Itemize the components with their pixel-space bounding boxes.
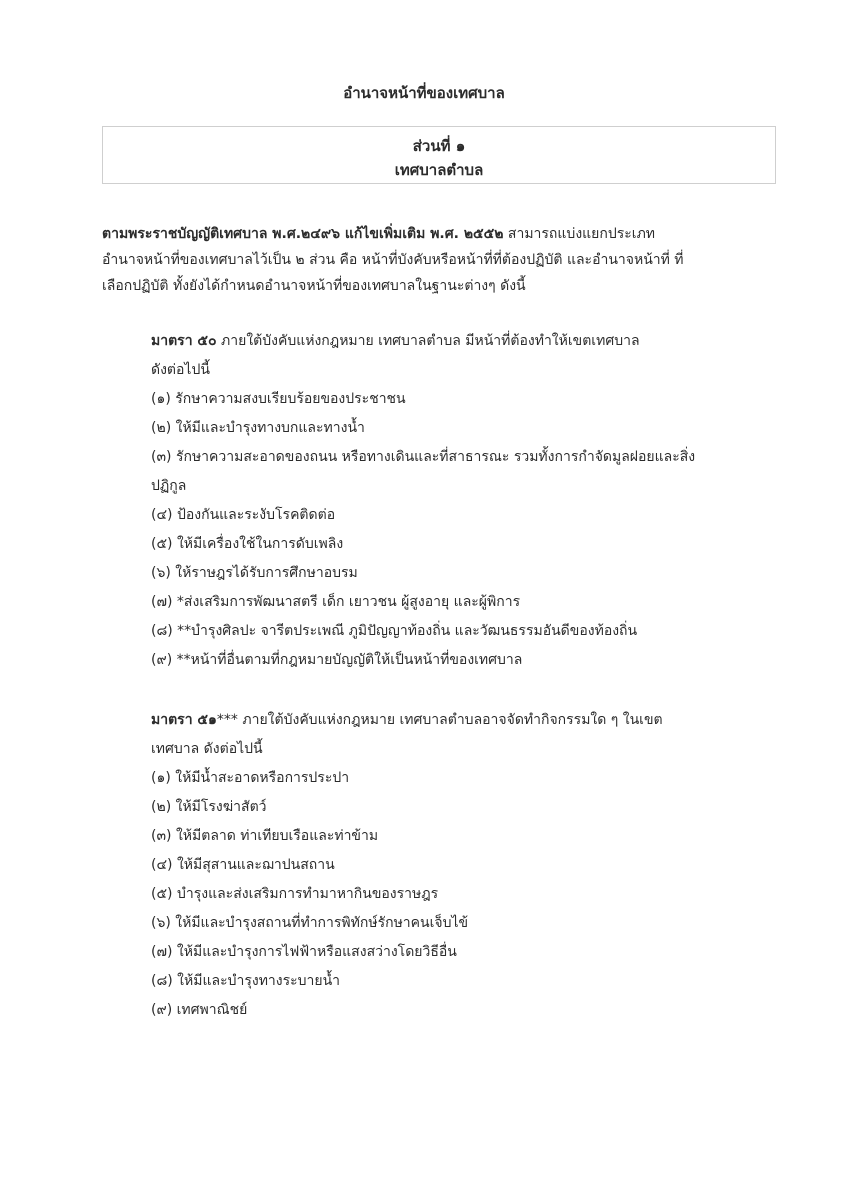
intro-line-1-rest: สามารถแบ่งแยกประเภท [503,226,656,242]
section-50 [151,327,781,675]
list-item: (๒) ให้มีและบำรุงทางบกและทางน้ำ [151,420,365,436]
section-50-label: มาตรา ๕๐ [151,333,217,349]
section-51-heading [151,706,781,735]
act-reference: ตามพระราชบัญญัติเทศบาล พ.ศ.๒๔๙๖ แก้ไขเพิ่มเติม พ.ศ. ๒๕๕๒ [102,226,504,242]
part-heading-box [102,126,776,184]
list-item-continuation: ปฏิกูล [151,478,187,494]
section-51-heading-line-2: เทศบาล ดังต่อไปนี้ [151,741,263,757]
section-51 [151,706,781,1025]
list-item: (๘) ให้มีและบำรุงทางระบายน้ำ [151,973,341,989]
section-50-heading-line-2: ดังต่อไปนี้ [151,362,210,378]
part-number: ส่วนที่ ๑ [412,137,466,155]
document-title: อำนาจหน้าที่ของเทศบาล [343,84,505,102]
list-item: (๔) ป้องกันและระงับโรคติดต่อ [151,507,336,523]
list-item: (๖) ให้ราษฎรได้รับการศึกษาอบรม [151,565,358,581]
section-50-heading-rest: ภายใต้บังคับแห่งกฎหมาย เทศบาลตำบล มีหน้าที่ต้องทำให้เขตเทศบาล [216,333,640,349]
list-item: (๕) บำรุงและส่งเสริมการทำมาหากินของราษฎร [151,886,439,902]
section-51-heading-rest: *** ภายใต้บังคับแห่งกฎหมาย เทศบาลตำบลอาจจัดทำกิจกรรมใด ๆ ในเขต [216,712,663,728]
list-item: (๑) รักษาความสงบเรียบร้อยของประชาชน [151,391,406,407]
list-item: (๙) เทศพาณิชย์ [151,1002,248,1018]
list-item: (๗) *ส่งเสริมการพัฒนาสตรี เด็ก เยาวชน ผู้สูงอายุ และผู้พิการ [151,594,521,610]
list-item: (๗) ให้มีและบำรุงการไฟฟ้าหรือแสงสว่างโดยวิธีอื่น [151,944,457,960]
part-name: เทศบาลตำบล [394,161,484,179]
list-item: (๘) **บำรุงศิลปะ จารีตประเพณี ภูมิปัญญาท้องถิ่น และวัฒนธรรมอันดีของท้องถิ่น [151,623,638,639]
intro-line-3: เลือกปฏิบัติ ทั้งยังได้กำหนดอำนาจหน้าที่ของเทศบาลในฐานะต่างๆ ดังนี้ [102,278,526,294]
list-item: (๙) **หน้าที่อื่นตามที่กฎหมายบัญญัติให้เป็นหน้าที่ของเทศบาล [151,652,523,668]
list-item: (๓) ให้มีตลาด ท่าเทียบเรือและท่าข้าม [151,828,379,844]
list-item: (๑) ให้มีน้ำสะอาดหรือการประปา [151,770,350,786]
section-51-label: มาตรา ๕๑ [151,712,217,728]
intro-line-1 [102,221,776,247]
list-item: (๒) ให้มีโรงฆ่าสัตว์ [151,799,267,815]
intro-line-2: อำนาจหน้าที่ของเทศบาลไว้เป็น ๒ ส่วน คือ หน้าที่บังคับหรือหน้าที่ที่ต้องปฏิบัติ และอำนาจหน้าที่ ที่ [102,252,684,268]
list-item: (๓) รักษาความสะอาดของถนน หรือทางเดินและที่สาธารณะ รวมทั้งการกำจัดมูลฝอยและสิ่ง [151,449,696,465]
list-item: (๔) ให้มีสุสานและฌาปนสถาน [151,857,335,873]
list-item: (๕) ให้มีเครื่องใช้ในการดับเพลิง [151,536,344,552]
intro-paragraph [102,221,776,299]
list-item: (๖) ให้มีและบำรุงสถานที่ทำการพิทักษ์รักษาคนเจ็บไข้ [151,915,469,931]
section-50-heading [151,327,781,356]
